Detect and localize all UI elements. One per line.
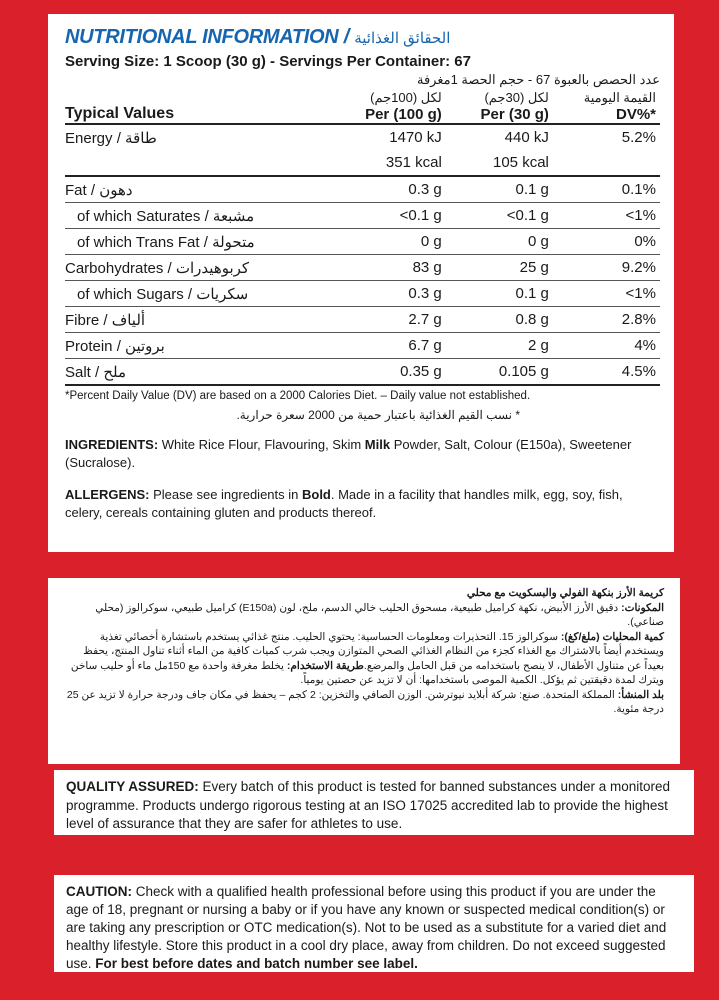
caution-panel <box>54 875 694 972</box>
row-dv: 4.5% <box>553 359 660 386</box>
row-dv <box>553 150 660 176</box>
ingredients-paragraph <box>65 436 660 472</box>
row-per30: <0.1 g <box>446 203 553 229</box>
allergens-text-b: . Made in a facility that handles milk, egg, soy, fish, celery, cereals containing gluten and products thereof. <box>65 487 623 520</box>
table-row <box>65 255 660 281</box>
row-label: Energy / طاقة <box>65 129 157 147</box>
quality-label: QUALITY ASSURED: <box>66 779 199 794</box>
arabic-allergen-label: كمية المحليات (ملغ/كغ): <box>560 630 664 643</box>
row-label: Fibre / ألياف <box>65 307 351 333</box>
arabic-allergen: سوكرالوز 15. التحذيرات ومعلومات الحساسية: يحتوي الحليب. منتج غذائي يستخدم باستشارة أخصائي تغذية ويستخدم أيضاً بالاشتراك مع الغذاء كجزء من النظام الغذائي الصحي المتوازن ويجب شرب كميات كافية من الماء أثناء تناول المنتج، يحفظ بعيداً عن متناول الأطفال، لا ينصح باستخدامه من قبل الحامل والمرضع. <box>83 630 664 672</box>
allergens-text-a: Please see ingredients in <box>149 487 302 502</box>
arabic-origin-label: بلد المنشأ: <box>617 688 664 701</box>
row-label: of which Saturates / مشبعة <box>65 203 351 229</box>
table-row <box>65 150 660 176</box>
row-label: of which Trans Fat / متحولة <box>65 229 351 255</box>
row-per30: 0.1 g <box>446 281 553 307</box>
row-label <box>65 150 351 176</box>
header-per100-ar: لكل (100جم) <box>370 90 442 105</box>
row-per100: 83 g <box>351 255 446 281</box>
ingredients-text-b: Powder, Salt, Colour (E150a), Sweetener (Sucralose). <box>65 437 632 470</box>
row-dv: 5.2% <box>621 129 656 146</box>
allergens-paragraph <box>65 486 660 522</box>
caution-paragraph <box>66 883 682 973</box>
row-per100: 0.3 g <box>351 176 446 203</box>
row-per30: 0.8 g <box>446 307 553 333</box>
row-per100: 0 g <box>351 229 446 255</box>
row-label: Fat / دهون <box>65 176 351 203</box>
header-per30 <box>446 90 553 124</box>
quality-panel <box>54 770 694 835</box>
nutrition-title <box>65 26 660 49</box>
arabic-ingredients-label: المكونات: <box>621 601 664 614</box>
quality-text: Every batch of this product is tested for banned substances under a monitored programme. Products undergo rigorous testing at an ISO 17025 accredited lab to provide the highest level of assurance that they are safer for athletes to use. <box>66 779 671 831</box>
arabic-text <box>64 586 664 717</box>
arabic-title: كريمة الأرز بنكهة الفولي والبسكويت مع محلي <box>466 587 664 599</box>
row-per100: 1470 kJ <box>389 129 442 146</box>
ingredients-label: INGREDIENTS: <box>65 437 159 452</box>
row-per100: 351 kcal <box>351 150 446 176</box>
row-label: Carbohydrates / كربوهيدرات <box>65 255 351 281</box>
caution-text: Check with a qualified health professional before using this product if you are under the age of 18, pregnant or nursing a baby or if you have any known or suspected medical condition(s) or are taking any prescription or OTC medication(s). Not to be used as a substitute for a varied diet and healthy lifestyle. Store this product in a cool dry place, away from children. Do not exceed suggested use. <box>66 884 667 971</box>
header-per100-en: Per (100 g) <box>365 106 442 123</box>
ingredients-text-a: White Rice Flour, Flavouring, Skim <box>158 437 365 452</box>
row-per100: 2.7 g <box>351 307 446 333</box>
row-label: Salt / ملح <box>65 359 351 386</box>
header-dv <box>553 90 660 124</box>
allergens-label: ALLERGENS: <box>65 487 150 502</box>
table-row <box>65 229 660 255</box>
header-per100 <box>351 90 446 124</box>
table-header-row <box>65 90 660 124</box>
row-per100: 0.35 g <box>351 359 446 386</box>
table-row <box>65 333 660 359</box>
table-row <box>65 307 660 333</box>
dv-footnote-ar: * نسب القيم الغذائية باعتبار حمية من 2000 سعرة حرارية. <box>236 408 520 422</box>
row-per100: 0.3 g <box>351 281 446 307</box>
row-per30: 0 g <box>446 229 553 255</box>
arabic-ingredients: دقيق الأرز الأبيض، نكهة كراميل طبيعية، مسحوق الحليب خالي الدسم، ملح، لون (E150a) كراميل طبيعي، سوكرالوز (محلي صناعي). <box>95 601 664 628</box>
row-dv: 4% <box>553 333 660 359</box>
row-per30: 25 g <box>446 255 553 281</box>
row-label: of which Sugars / سكريات <box>65 281 351 307</box>
header-dv-ar: القيمة اليومية <box>583 90 656 105</box>
table-row <box>65 124 660 150</box>
row-per100: <0.1 g <box>351 203 446 229</box>
header-per30-ar: لكل (30جم) <box>484 90 549 105</box>
arabic-usage: يخلط مغرفة واحدة مع 150مل ماء أو حليب ساخن ويترك لمدة دقيقتين ثم يؤكل. الكمية الموصى باستخدامها: أن لا تزيد عن حصتين يومياً. <box>70 659 664 686</box>
row-per100: 6.7 g <box>351 333 446 359</box>
row-label: Protein / بروتين <box>65 333 351 359</box>
ingredients-bold: Milk <box>364 437 391 452</box>
table-row <box>65 359 660 386</box>
row-dv: <1% <box>553 203 660 229</box>
row-dv: 0.1% <box>553 176 660 203</box>
nutrition-title-en: NUTRITIONAL INFORMATION / <box>65 26 349 48</box>
caution-bold: For best before dates and batch number see label. <box>95 956 418 971</box>
nutrition-table <box>65 90 660 386</box>
table-row <box>65 203 660 229</box>
row-dv: 0% <box>553 229 660 255</box>
caution-label: CAUTION: <box>66 884 132 899</box>
table-row <box>65 281 660 307</box>
arabic-origin: المملكة المتحدة. صنع: شركة أبلايد نيوترشن. الوزن الصافي والتخزين: 2 كجم – يحفظ في مكان جاف ودرجة حرارة لا تزيد عن 25 درجة مئوية. <box>66 688 664 715</box>
nutrition-title-ar: الحقائق الغذائية <box>354 30 451 47</box>
arabic-usage-label: طريقة الاستخدام: <box>286 659 364 672</box>
row-per30: 440 kJ <box>504 129 549 146</box>
allergens-bold: Bold <box>301 487 331 502</box>
serving-info-ar: عدد الحصص بالعبوة 67 - حجم الحصة 1مغرفة <box>416 72 660 87</box>
row-per30: 2 g <box>446 333 553 359</box>
row-dv: 9.2% <box>553 255 660 281</box>
table-row <box>65 176 660 203</box>
dv-footnote: *Percent Daily Value (DV) are based on a 2000 Calories Diet. – Daily value not established. <box>65 390 531 402</box>
header-per30-en: Per (30 g) <box>480 106 549 123</box>
header-dv-en: DV%* <box>615 106 656 123</box>
row-per30: 0.105 g <box>446 359 553 386</box>
row-dv: <1% <box>553 281 660 307</box>
header-typical: Typical Values <box>65 105 175 122</box>
row-dv: 2.8% <box>553 307 660 333</box>
row-per30: 105 kcal <box>446 150 553 176</box>
row-per30: 0.1 g <box>446 176 553 203</box>
quality-paragraph <box>66 778 682 834</box>
serving-info: Serving Size: 1 Scoop (30 g) - Servings Per Container: 67 <box>65 53 471 70</box>
arabic-panel <box>48 578 680 764</box>
nutrition-panel <box>48 14 674 552</box>
